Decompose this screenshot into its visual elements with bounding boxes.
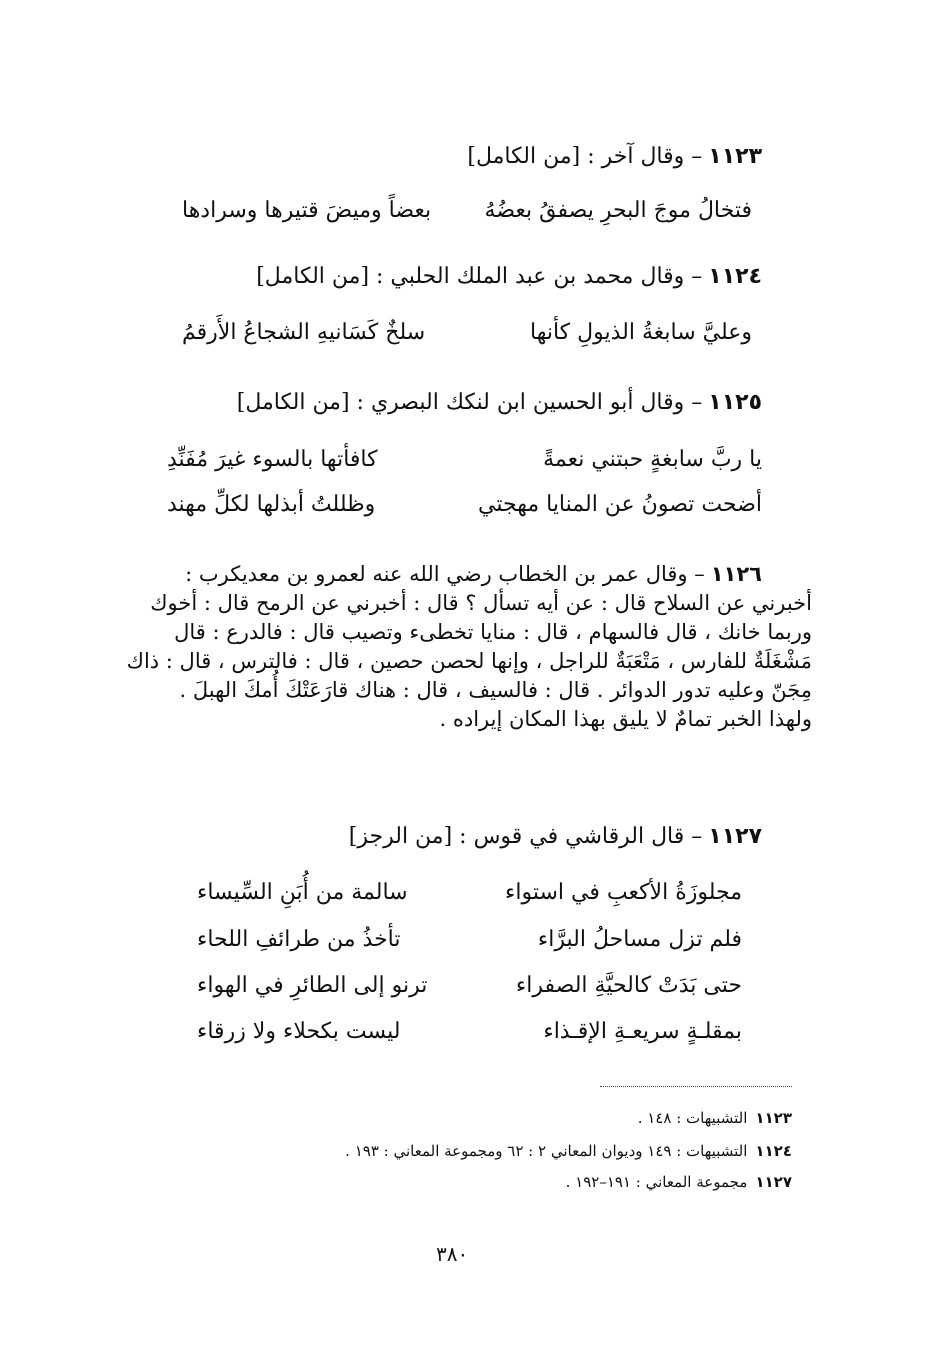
footnote-divider bbox=[600, 1086, 792, 1087]
entry-number: ١١٢٤ bbox=[708, 264, 762, 289]
prose-paragraph-1126 bbox=[126, 560, 812, 734]
verse-line bbox=[197, 925, 742, 955]
entry-heading-1127 bbox=[349, 822, 762, 852]
verse-hemistich-second: ترنو إلى الطائرِ في الهواء bbox=[197, 973, 428, 998]
entry-heading-1125 bbox=[237, 388, 762, 418]
prose-line: مَشْغَلَةٌ للفارس ، مَتْعَبَةٌ للراجل ، وإنها لحصن حصين ، قال : فالترس ، قال : ذاك bbox=[126, 649, 812, 673]
entry-heading-1123 bbox=[467, 142, 762, 172]
footnote-number: ١١٢٤ bbox=[755, 1142, 792, 1160]
footnote-text: التشبيهات : ١٤٨ . bbox=[637, 1109, 748, 1127]
verse-hemistich-second: وظللتُ أبذلها لكلِّ مهند bbox=[167, 492, 376, 517]
entry-intro: – وقال أبو الحسين ابن لنكك البصري : [من الكامل] bbox=[236, 390, 703, 415]
verse-hemistich-second: ليست بكحلاء ولا زرقاء bbox=[197, 1019, 401, 1044]
verse-hemistich-first: أضحت تصونُ عن المنايا مهجتي bbox=[478, 492, 762, 517]
entry-intro: – وقال آخر : [من الكامل] bbox=[467, 144, 703, 169]
footnote-text: مجموعة المعاني : ١٩١–١٩٢ . bbox=[565, 1173, 748, 1191]
entry-number: ١١٢٦ bbox=[710, 562, 762, 586]
verse-line bbox=[197, 1017, 742, 1047]
verse-hemistich-second: سلخٌ كَسَانيهِ الشجاعُ الأَرقمُ bbox=[182, 320, 426, 345]
prose-line: وربما خانك ، قال فالسهام ، قال : منايا تخطىء وتصيب قال : فالدرع : قال bbox=[174, 620, 812, 644]
verse-hemistich-first: وعليَّ سابغةُ الذيولِ كأنها bbox=[530, 320, 752, 345]
entry-number: ١١٢٧ bbox=[708, 824, 762, 849]
entry-intro: – قال الرقاشي في قوس : [من الرجز] bbox=[348, 824, 703, 849]
prose-line: مِجَنّ وعليه تدور الدوائر . قال : فالسيف ، قال : هناك قارَعَتْكَ أُمكَ الهبلَ . bbox=[179, 678, 812, 702]
verse-hemistich-first: فتخالُ موجَ البحرِ يصفقُ بعضُهُ bbox=[484, 198, 752, 223]
verse-line bbox=[167, 490, 762, 520]
footnote bbox=[345, 1141, 792, 1161]
footnote-text: التشبيهات : ١٤٩ وديوان المعاني ٢ : ٦٢ ومجموعة المعاني : ١٩٣ . bbox=[345, 1142, 748, 1160]
verse-line bbox=[182, 318, 752, 348]
entry-heading-1124 bbox=[256, 262, 762, 292]
verse-hemistich-first: بمقلـةٍ سريعـةِ الإقـذاء bbox=[543, 1019, 742, 1044]
verse-hemistich-first: حتى بَدَتْ كالحيَّةِ الصفراء bbox=[515, 973, 742, 998]
prose-line: أخبرني عن السلاح قال : عن أيه تسأل ؟ قال : أخبرني عن الرمح قال : أخوك bbox=[150, 591, 812, 615]
verse-line bbox=[167, 445, 762, 475]
entry-intro: – وقال محمد بن عبد الملك الحلبي : [من الكامل] bbox=[256, 264, 703, 289]
verse-hemistich-first: يا ربَّ سابغةٍ حبتني نعمةً bbox=[543, 447, 762, 472]
prose-line: ولهذا الخبر تمامٌ لا يليق بهذا المكان إيراده . bbox=[439, 707, 812, 731]
verse-line bbox=[182, 196, 752, 226]
footnote-number: ١١٢٧ bbox=[755, 1173, 792, 1191]
verse-hemistich-second: بعضاً وميضَ قتيرها وسرادها bbox=[182, 198, 432, 223]
prose-line: ١١٢٦– وقال عمر بن الخطاب رضي الله عنه لعمرو بن معديكرب : bbox=[185, 562, 762, 586]
entry-number: ١١٢٥ bbox=[708, 390, 762, 415]
footnote bbox=[566, 1172, 792, 1192]
verse-line bbox=[197, 878, 742, 908]
entry-number: ١١٢٣ bbox=[708, 144, 762, 169]
verse-hemistich-first: فلم تزل مساحلُ البرَّاء bbox=[537, 927, 742, 952]
verse-hemistich-second: كافأتها بالسوء غيرَ مُفَنِّدِ bbox=[167, 447, 378, 472]
verse-hemistich-second: تأخذُ من طرائفِ اللحاء bbox=[197, 927, 401, 952]
verse-hemistich-second: سالمة من أُبَنِ السِّيساء bbox=[197, 880, 408, 905]
page-number: ٣٨٠ bbox=[436, 1242, 469, 1266]
footnote-number: ١١٢٣ bbox=[755, 1109, 792, 1127]
verse-hemistich-first: مجلوزَةُ الأكعبِ في استواء bbox=[505, 880, 742, 905]
footnote bbox=[638, 1108, 792, 1128]
verse-line bbox=[197, 971, 742, 1001]
